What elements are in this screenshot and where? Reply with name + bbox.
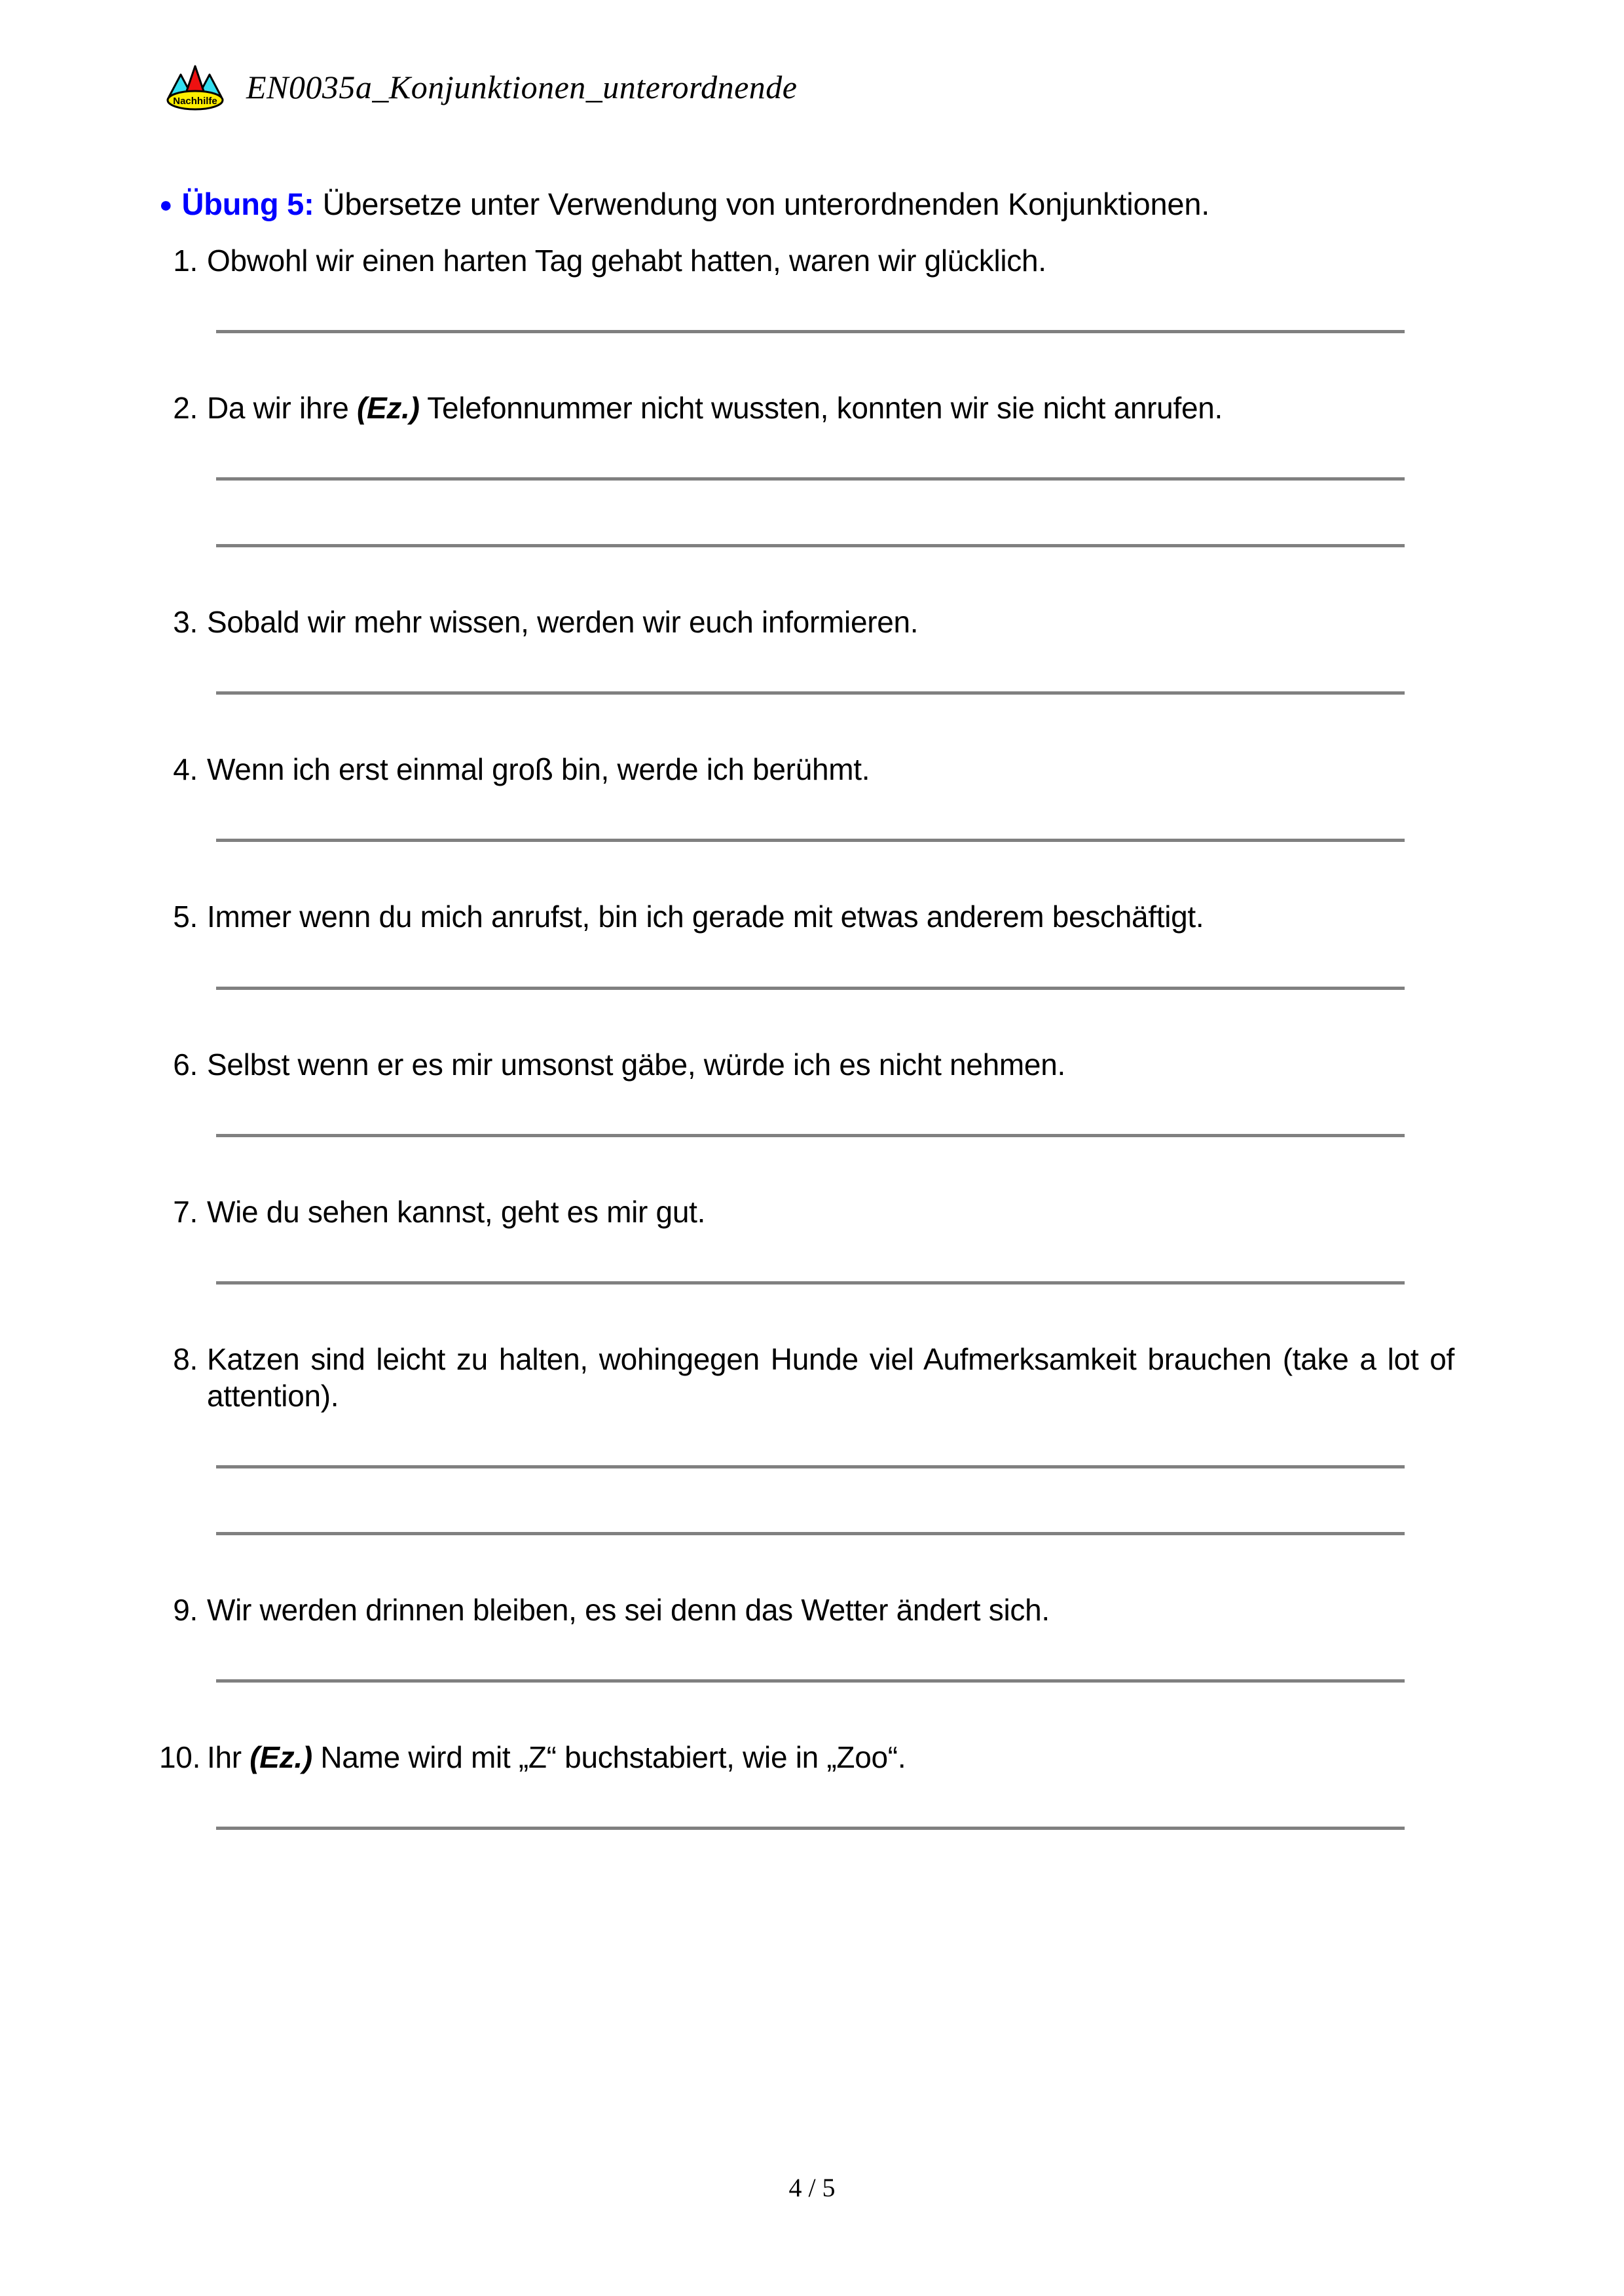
- item-number: 9.: [173, 1592, 198, 1627]
- item-text-before: Sobald wir mehr wissen, werden wir euch informieren.: [207, 605, 919, 640]
- exercise-item-row: [159, 898, 1462, 935]
- exercise-item-row: [159, 604, 1462, 640]
- answer-line-spacer: [216, 1285, 1462, 1341]
- answer-lines-group: [216, 788, 1462, 898]
- answer-line-spacer: [216, 788, 1462, 839]
- item-text-after: Telefonnummer nicht wussten, konnten wir sie nicht anrufen.: [419, 391, 1223, 426]
- answer-lines-group: [216, 1628, 1462, 1739]
- item-sentence: [207, 1194, 1462, 1230]
- item-number: 2.: [173, 391, 198, 426]
- item-number: 3.: [173, 605, 198, 640]
- answer-line-spacer: [216, 333, 1462, 390]
- item-text-before: Ihr: [207, 1740, 250, 1775]
- item-number: 7.: [173, 1194, 198, 1229]
- exercise-label: Übung 5:: [181, 187, 314, 221]
- item-sentence: [207, 242, 1462, 279]
- item-text-before: Selbst wenn er es mir umsonst gäbe, würde ich es nicht nehmen.: [207, 1047, 1065, 1082]
- exercise-item: [159, 604, 1462, 751]
- answer-lines-group: [216, 1230, 1462, 1341]
- item-text-before: Da wir ihre: [207, 391, 358, 426]
- answer-line-spacer: [216, 1414, 1462, 1465]
- answer-line-spacer: [216, 1468, 1462, 1532]
- answer-lines-group: [216, 279, 1462, 390]
- exercise-item-row: [159, 1194, 1462, 1230]
- item-text-before: Katzen sind leicht zu halten, wohingegen Hunde viel Aufmerksamkeit brauchen (take a lot of attention).: [207, 1341, 1454, 1413]
- item-text-before: Wenn ich erst einmal groß bin, werde ich berühmt.: [207, 752, 870, 787]
- answer-line-spacer: [216, 640, 1462, 691]
- answer-line-spacer: [216, 1535, 1462, 1592]
- answer-line-spacer: [216, 426, 1462, 477]
- item-sentence: [207, 390, 1462, 426]
- bullet-icon: ●: [159, 192, 173, 217]
- exercise-heading: [159, 187, 1209, 221]
- svg-text:Nachhilfe: Nachhilfe: [173, 96, 217, 107]
- answer-line-spacer: [216, 481, 1462, 544]
- answer-line-spacer: [216, 990, 1462, 1046]
- answer-line-spacer: [216, 1830, 1462, 1886]
- exercise-item-row: [159, 1592, 1462, 1628]
- answer-line-spacer: [216, 695, 1462, 751]
- answer-lines-group: [216, 1776, 1462, 1886]
- item-text-before: Obwohl wir einen harten Tag gehabt hatten, waren wir glücklich.: [207, 244, 1046, 278]
- item-number: 6.: [173, 1047, 198, 1082]
- item-number: 4.: [173, 752, 198, 787]
- item-sentence: [207, 1046, 1462, 1083]
- answer-lines-group: [216, 426, 1462, 604]
- exercise-items-list: [159, 242, 1462, 1886]
- answer-line-spacer: [216, 1137, 1462, 1194]
- exercise-item-row: [159, 751, 1462, 788]
- exercise-item: [159, 751, 1462, 898]
- answer-line-spacer: [216, 842, 1462, 898]
- exercise-item: [159, 1739, 1462, 1886]
- item-sentence: [207, 1341, 1454, 1414]
- answer-lines-group: [216, 1083, 1462, 1194]
- answer-lines-group: [216, 640, 1462, 751]
- exercise-item-row: [159, 1341, 1462, 1414]
- item-number: 5.: [173, 900, 198, 934]
- item-text-before: Wie du sehen kannst, geht es mir gut.: [207, 1194, 706, 1229]
- exercise-item-row: [159, 1739, 1462, 1776]
- answer-line-spacer: [216, 1083, 1462, 1134]
- answer-line-spacer: [216, 936, 1462, 987]
- answer-line-spacer: [216, 1683, 1462, 1739]
- answer-lines-group: [216, 1414, 1462, 1592]
- item-number: 8.: [173, 1341, 198, 1376]
- document-title: EN0035a_Konjunktionen_unterordnende: [246, 69, 798, 105]
- answer-line-spacer: [216, 1776, 1462, 1827]
- item-sentence: [207, 604, 1462, 640]
- item-number: 1.: [173, 244, 198, 278]
- exercise-item: [159, 390, 1462, 604]
- exercise-item: [159, 1046, 1462, 1194]
- exercise-item: [159, 898, 1462, 1046]
- answer-line-spacer: [216, 279, 1462, 330]
- answer-line-spacer: [216, 547, 1462, 604]
- item-text-after: Name wird mit „Z“ buchstabiert, wie in „Zoo“.: [312, 1740, 906, 1775]
- exercise-item-row: [159, 242, 1462, 279]
- item-sentence: [207, 751, 1462, 788]
- item-sentence: [207, 898, 1462, 935]
- item-number: 10.: [159, 1740, 201, 1775]
- item-text-before: Wir werden drinnen bleiben, es sei denn das Wetter ändert sich.: [207, 1592, 1050, 1627]
- exercise-item-row: [159, 390, 1462, 426]
- exercise-item: [159, 1592, 1462, 1739]
- item-text-italic-note: (Ez.): [249, 1740, 312, 1775]
- item-sentence: [207, 1592, 1462, 1628]
- page-footer: [0, 2172, 1624, 2203]
- answer-lines-group: [216, 936, 1462, 1046]
- exercise-item-row: [159, 1046, 1462, 1083]
- item-text-before: Immer wenn du mich anrufst, bin ich gerade mit etwas anderem beschäftigt.: [207, 900, 1204, 934]
- nachhilfe-mountain-logo-icon: [165, 63, 225, 111]
- answer-line-spacer: [216, 1628, 1462, 1679]
- item-sentence: [207, 1739, 1462, 1776]
- answer-line-spacer: [216, 1230, 1462, 1281]
- page-header: [165, 63, 797, 111]
- exercise-item: [159, 1341, 1462, 1592]
- exercise-instruction: Übersetze unter Verwendung von unterordnenden Konjunktionen.: [322, 187, 1210, 221]
- page-indicator: 4 / 5: [788, 2173, 836, 2202]
- exercise-item: [159, 242, 1462, 390]
- exercise-item: [159, 1194, 1462, 1341]
- item-text-italic-note: (Ez.): [357, 391, 420, 426]
